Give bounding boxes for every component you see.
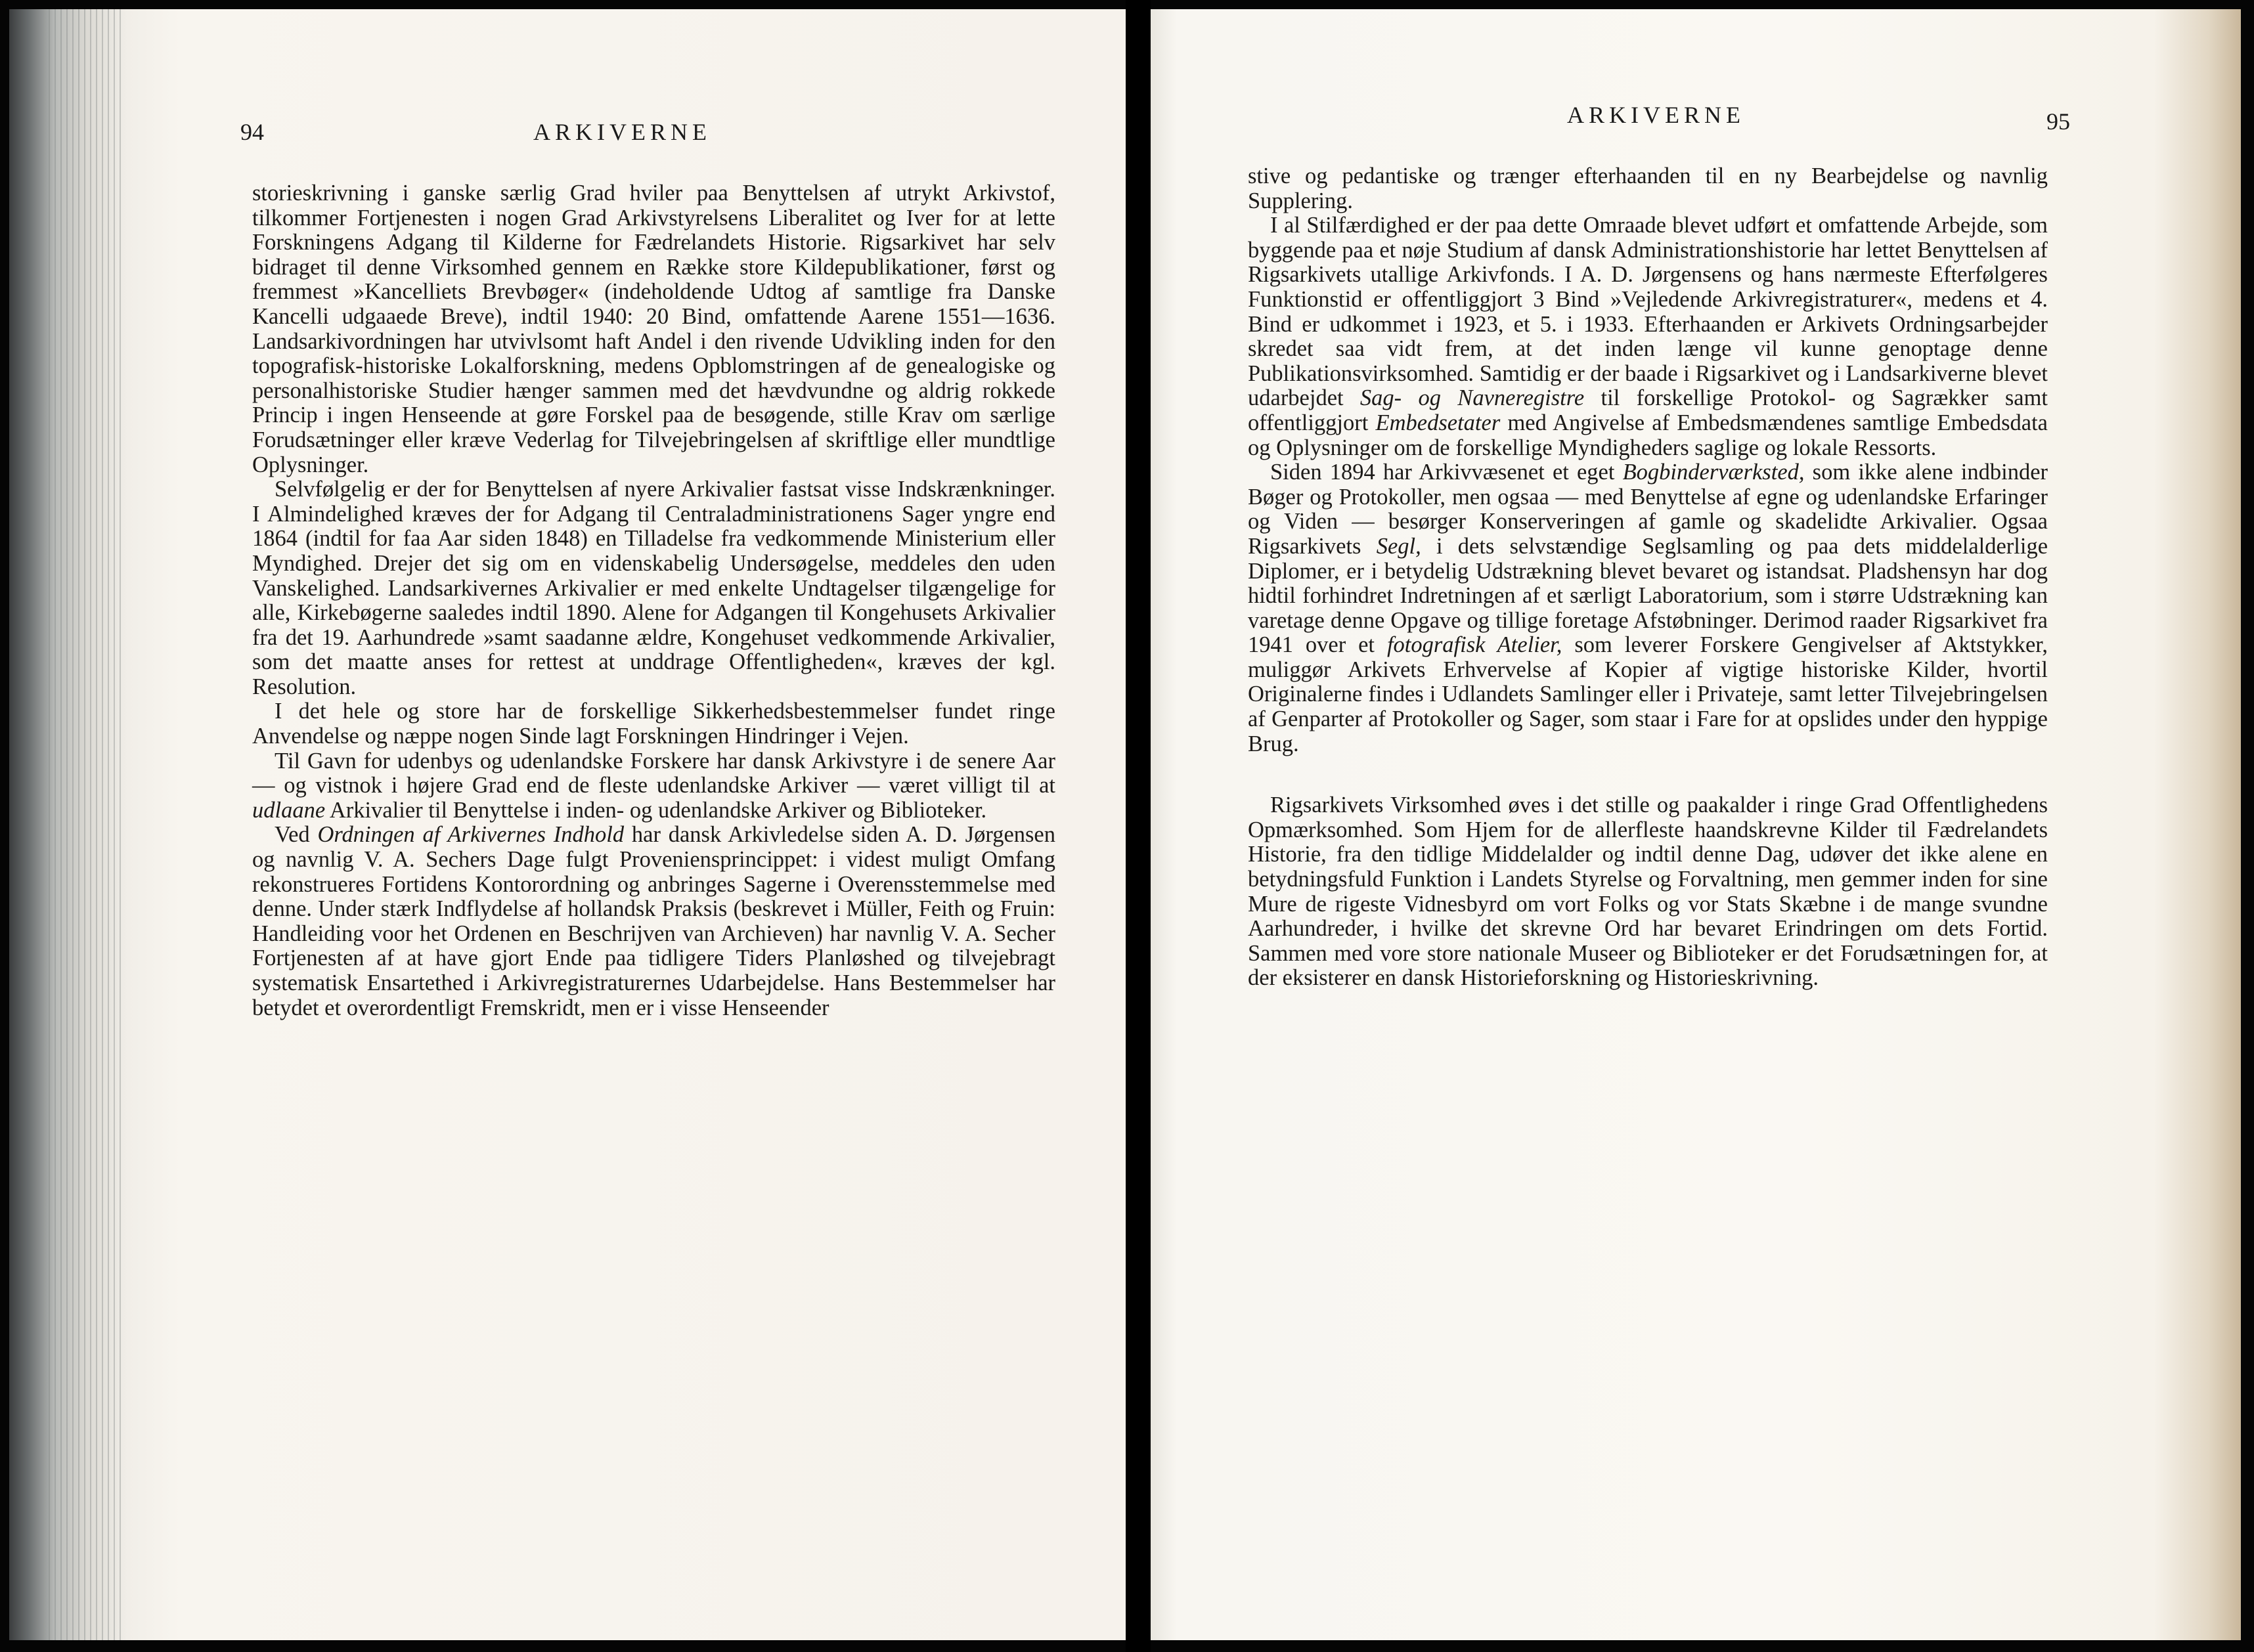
page-edge-shading [49,9,121,1640]
right-page [1151,9,2241,1640]
page-number-right: 95 [2046,108,2070,135]
paragraph: Rigsarkivets Virksomhed øves i det stille og paakalder i ringe Grad Offentlighedens Opmærksomhed. Som Hjem for de allerfleste haandskrevne Kilder til Fædrelandets Historie, fra den tidlige Middelalder og indtil denne Dag, udøver det ikke alene en betydningsfuld Funktion i Landets Styrelse og Forvaltning, men gemmer inden for sine Mure de rigeste Vidnesbyrd om vort Folks og vor Stats Skæbne i de mange svundne Aarhundreder, i hvilke det skrevne Ord har bevaret Erindringen om dets Fortid. Sammen med vore store nationale Museer og Biblioteker er det Forudsætningen for, at der eksisterer en dansk Historieforskning og Historieskrivning. [1248,793,2048,991]
left-page [9,9,1126,1640]
paragraph: Siden 1894 har Arkivvæsenet et eget Bogbinderværksted, som ikke alene indbinder Bøger og Protokoller, men ogsaa — med Benyttelse af egne og udenlandske Erfaringer og Viden — besørger Konserveringen af gamle og skadelidte Arkivalier. Ogsaa Rigsarkivets Segl, i dets selvstændige Seglsamling og paa dets middelalderlige Diplomer, er i betydelig Udstrækning blevet bevaret og istandsat. Pladshensyn har dog hidtil forhindret Indretningen af et særligt Laboratorium, som i større Udstrækning kan varetage denne Opgave og tillige foretage Afstøbninger. Derimod raader Rigsarkivet fra 1941 over et fotografisk Atelier, som leverer Forskere Gengivelser af Aktstykker, muliggør Arkivets Erhvervelse af Kopier af vigtige historiske Kilder, hvortil Originalerne findes i Udlandets Samlinger eller i Privateje, samt letter Tilvejebringelsen af Genparter af Protokoller og Sager, som staar i Fare for at opslides under den hyppige Brug. [1248,460,2048,756]
paragraph: storieskrivning i ganske særlig Grad hviler paa Benyttelsen af utrykt Arkivstof, tilkommer Fortjenesten i nogen Grad Arkivstyrelsens Liberalitet og Iver for at lette Forskningens Adgang til Kilderne for Fædrelandets Historie. Rigsarkivet har selv bidraget til denne Virksomhed gennem en Række store Kildepublikationer, først og fremmest »Kancelliets Brevbøger« (indeholdende Udtog af samtlige fra Danske Kancelli udgaaede Breve), indtil 1940: 20 Bind, omfattende Aarene 1551—1636. Landsarkivordningen har utvivlsomt haft Andel i den rivende Udvikling inden for den topografisk-historiske Lokalforskning, medens Opblomstringen af de genealogiske og personalhistoriske Studier hænger sammen med det hævdvundne og aldrig rokkede Princip i ingen Henseende at gøre Forskel paa de besøgende, stille Krav om særlige Forudsætninger eller kræve Vederlag for Tilvejebringelsen af skriftlige eller mundtlige Oplysninger. [252,181,1055,477]
right-page-body [1248,164,2048,991]
paragraph: I al Stilfærdighed er der paa dette Omraade blevet udført et omfattende Arbejde, som byggende paa et nøje Studium af dansk Administrationshistorie har lettet Benyttelsen af Rigsarkivets utallige Arkivfonds. I A. D. Jørgensens og hans nærmeste Efterfølgeres Funktionstid er offentliggjort 3 Bind »Vejledende Arkivregistraturer«, medens et 4. Bind er udkommet i 1923, et 5. i 1933. Efterhaanden er Arkivets Ordningsarbejder skredet saa vidt frem, at det inden længe vil kunne genoptage denne Publikationsvirksomhed. Samtidig er der baade i Rigsarkivet og i Landsarkiverne blevet udarbejdet Sag- og Navneregistre til forskellige Protokol- og Sagrækker samt offentliggjort Embedsetater med Angivelse af Embedsmændenes samtlige Embedsdata og Oplysninger om de forskellige Myndigheders saglige og lokale Ressorts. [1248,213,2048,460]
running-head-right: ARKIVERNE [1567,102,1745,128]
paragraph: I det hele og store har de forskellige Sikkerhedsbestemmelser fundet ringe Anvendelse og næppe nogen Sinde lagt Forskningen Hindringer i Vejen. [252,699,1055,749]
paragraph: Selvfølgelig er der for Benyttelsen af nyere Arkivalier fastsat visse Indskrænkninger. I Almindelighed kræves der for Adgang til Centraladministrationens Sager yngre end 1864 (indtil for faa Aar siden 1848) en Tilladelse fra vedkommende Ministerium eller Myndighed. Drejer det sig om en videnskabelig Undersøgelse, meddeles den uden Vanskelighed. Landsarkivernes Arkivalier er med enkelte Undtagelser tilgængelige for alle, Kirkebøgerne saaledes indtil 1890. Alene for Adgangen til Kongehusets Arkivalier fra det 19. Aarhundrede »samt saadanne ældre, Kongehuset vedkommende Arkivalier, som det maatte anses for rettest at unddrage Offentligheden«, kræves der kgl. Resolution. [252,477,1055,699]
paragraph: stive og pedantiske og trænger efterhaanden til en ny Bearbejdelse og navnlig Supplering. [1248,163,2048,213]
gutter [1126,0,1151,1652]
page-number-left: 94 [240,119,264,145]
running-head-left: ARKIVERNE [533,119,711,145]
paragraph: Ved Ordningen af Arkivernes Indhold har dansk Arkivledelse siden A. D. Jørgensen og navnlig V. A. Sechers Dage fulgt Proveniensprincippet: i videst muligt Omfang rekonstrueres Fortidens Kontorordning og anbringes Sagerne i Overensstemmelse med denne. Under stærk Indflydelse af hollandsk Praksis (beskrevet i Müller, Feith og Fruin: Handleiding voor het Ordenen en Beschrijven van Archieven) har navnlig V. A. Secher Fortjenesten af at have gjort Ende paa tidligere Tiders Planløshed og tilvejebragt systematisk Ensartethed i Arkivregistraturernes Udarbejdelse. Hans Bestemmelser har betydet et overordentligt Fremskridt, men er i visse Henseender [252,822,1055,1020]
paragraph: Til Gavn for udenbys og udenlandske Forskere har dansk Arkivstyre i de senere Aar — og vistnok i højere Grad end de fleste udenlandske Arkiver — været villigt til at udlaane Arkivalier til Benyttelse i inden- og udenlandske Arkiver og Biblioteker. [252,748,1055,823]
left-page-body [252,181,1055,1020]
